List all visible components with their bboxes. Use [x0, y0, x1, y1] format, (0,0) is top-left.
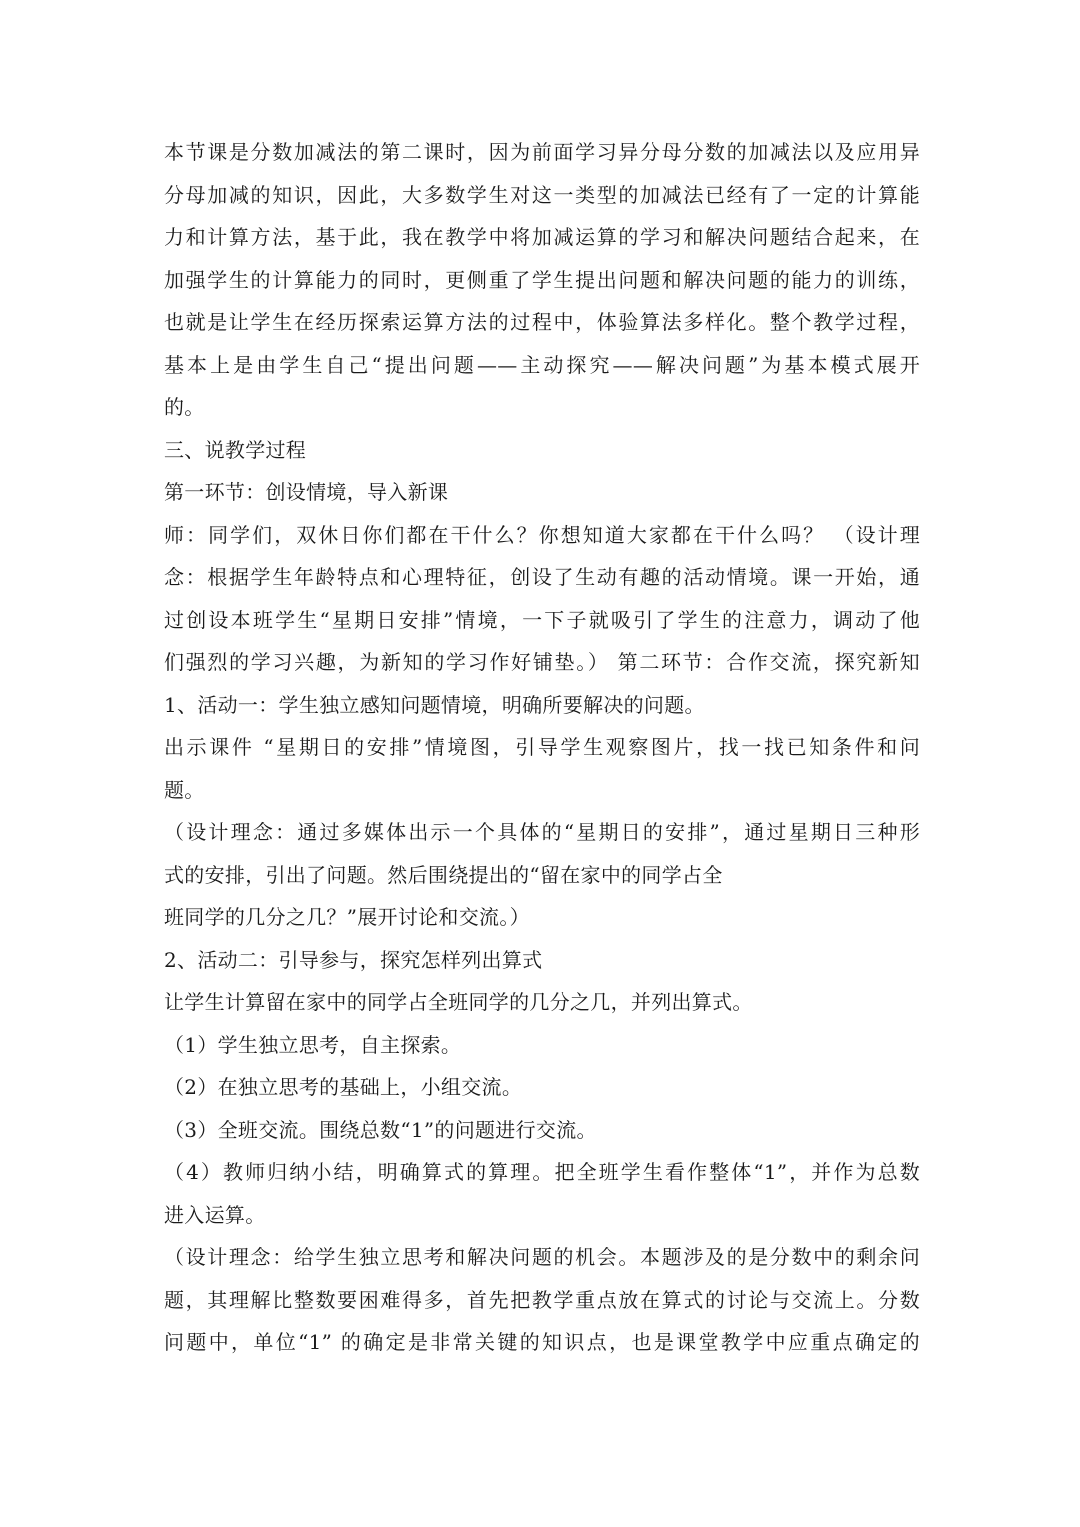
- text-line: 第一环节：创设情境，导入新课: [164, 480, 449, 504]
- text-line: 的。: [164, 395, 205, 419]
- text-line: 式的安排，引出了问题。然后围绕提出的“留在家中的同学占全: [164, 862, 723, 887]
- text-line: （设计理念：给学生独立思考和解决问题的机会。本题涉及的是分数中的剩余问: [164, 1245, 920, 1269]
- document-body: [164, 131, 920, 1364]
- text-line: （2）在独立思考的基础上，小组交流。: [164, 1075, 523, 1099]
- text-line: （4）教师归纳小结，明确算式的算理。把全班学生看作整体“1”，并作为总数: [164, 1160, 920, 1184]
- text-line: 问题中，单位“1” 的确定是非常关键的知识点，也是课堂教学中应重点确定的: [164, 1330, 920, 1354]
- text-line: 班同学的几分之几？”展开讨论和交流。）: [164, 905, 530, 929]
- text-line: 2、活动二：引导参与，探究怎样列出算式: [164, 947, 543, 972]
- text-line: 念：根据学生年龄特点和心理特征，创设了生动有趣的活动情境。课一开始，通: [164, 565, 920, 589]
- text-line: 师：同学们，双休日你们都在干什么？你想知道大家都在干什么吗？ （设计理: [164, 522, 920, 547]
- text-line: 也就是让学生在经历探索运算方法的过程中，体验算法多样化。整个教学过程，: [164, 310, 920, 334]
- text-line: 题。: [164, 777, 205, 802]
- text-line: 1、活动一：学生独立感知问题情境，明确所要解决的问题。: [164, 692, 705, 717]
- text-line: 题，其理解比整数要困难得多，首先把教学重点放在算式的讨论与交流上。分数: [164, 1287, 920, 1312]
- text-line: 进入运算。: [164, 1202, 266, 1227]
- text-line: （设计理念：通过多媒体出示一个具体的“星期日的安排”，通过星期日三种形: [164, 820, 920, 844]
- text-line: 出示课件 “星期日的安排”情境图，引导学生观察图片，找一找已知条件和问: [164, 735, 920, 759]
- text-line: （3）全班交流。围绕总数“1”的问题进行交流。: [164, 1117, 597, 1142]
- text-line: 分母加减的知识，因此，大多数学生对这一类型的加减法已经有了一定的计算能: [164, 182, 920, 207]
- text-line: 三、说教学过程: [164, 437, 307, 462]
- text-line: 力和计算方法，基于此，我在教学中将加减运算的学习和解决问题结合起来，在: [164, 225, 920, 249]
- text-line: 本节课是分数加减法的第二课时，因为前面学习异分母分数的加减法以及应用异: [164, 140, 920, 164]
- text-line: 基本上是由学生自己“提出问题——主动探究——解决问题”为基本模式展开: [164, 352, 920, 377]
- text-line: 过创设本班学生“星期日安排”情境，一下子就吸引了学生的注意力，调动了他: [164, 607, 920, 632]
- text-line: （1）学生独立思考，自主探索。: [164, 1032, 462, 1057]
- text-line: 让学生计算留在家中的同学占全班同学的几分之几，并列出算式。: [164, 990, 753, 1014]
- text-line: 加强学生的计算能力的同时，更侧重了学生提出问题和解决问题的能力的训练，: [164, 267, 920, 292]
- text-line: 们强烈的学习兴趣，为新知的学习作好铺垫。） 第二环节：合作交流，探究新知: [164, 650, 920, 674]
